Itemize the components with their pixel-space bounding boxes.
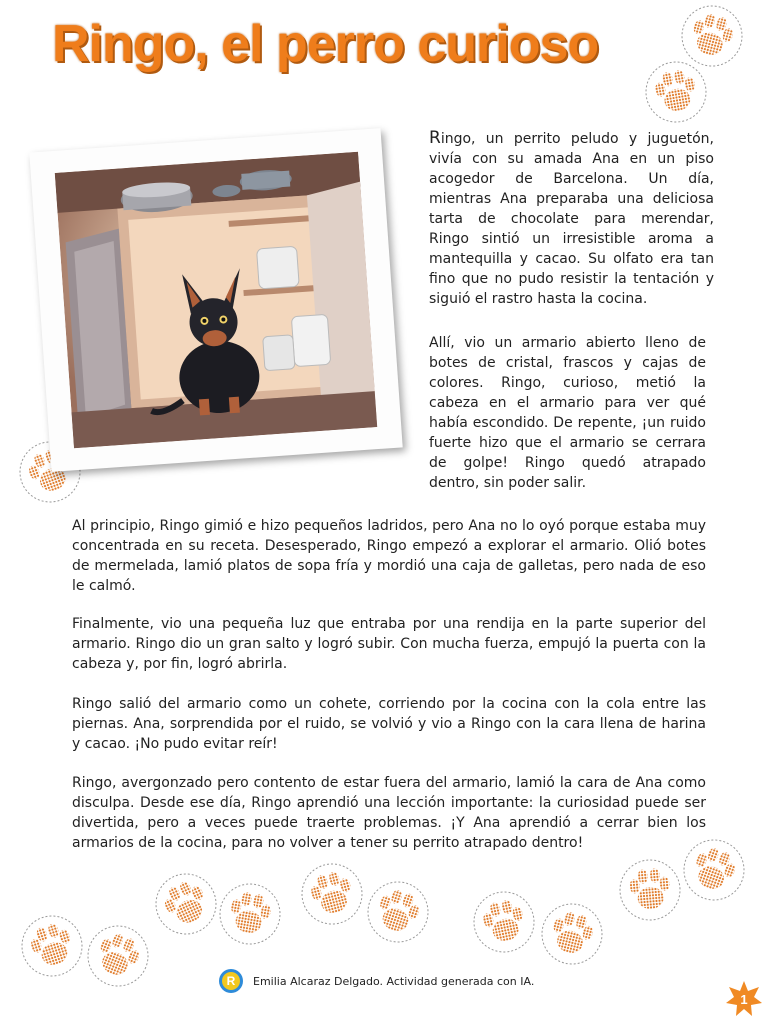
paw-print-icon: [472, 890, 536, 954]
illustration-frame: [29, 128, 402, 472]
paragraph-3: Al principio, Ringo gimió e hizo pequeños ladridos, pero Ana no lo oyó porque estaba muy concentrada en su receta. Desesperado, Ringo empezó a explorar el armario. Olió botes de mermelada, lamió platos de sopa fría y mordió una caja de galletas, pero nada de eso le calmó.: [72, 518, 706, 594]
paragraph-6: Ringo, avergonzado pero contento de estar fuera del armario, lamió la cara de Ana como disculpa. Desde ese día, Ringo aprendió una lección importante: la curiosidad puede ser divertida, pero a veces puede traerte problemas. ¡Y Ana aprendió a cerrar bien los armarios de la cocina, para no volver a tener su perrito atrapado dentro!: [72, 775, 706, 851]
paw-print-icon: [644, 60, 708, 124]
dog-in-cupboard-illustration: [55, 152, 378, 449]
paw-print-icon: [680, 4, 744, 68]
paw-print-icon: [300, 862, 364, 926]
page-title: Ringo, el perro curioso: [52, 15, 599, 73]
page-number: 1: [740, 991, 748, 1007]
paragraph-1-text: ingo, un perrito peludo y juguetón, vivía con su amada Ana en un piso acogedor de Barcelona. Un día, mientras Ana preparaba una deliciosa tarta de chocolate para merendar, Ringo sintió un irresistible aroma a mantequilla y cacao. Su olfato era tan fino que no pudo resistir la tentación y siguió el rastro hasta la cocina.: [429, 131, 714, 307]
paw-print-icon: [218, 882, 282, 946]
drop-cap: R: [429, 128, 441, 148]
logo-letter: R: [222, 972, 240, 990]
paw-print-icon: [366, 880, 430, 944]
paw-print-icon: [154, 872, 218, 936]
footer: [219, 969, 534, 993]
paw-print-icon: [86, 924, 150, 988]
paragraph-2: Allí, vio un armario abierto lleno de botes de cristal, frascos y cajas de colores. Ringo, curioso, metió la cabeza en el armario para ver qué había escondido. De repente, ¡un ruido fuerte hizo que el armario se cerrara de golpe! Ringo quedó atrapado dentro, sin poder salir.: [429, 335, 706, 491]
paragraph-1: [429, 128, 714, 309]
logo-icon: [219, 969, 243, 993]
paw-print-icon: [540, 902, 604, 966]
paragraph-4: Finalmente, vio una pequeña luz que entraba por una rendija en la parte superior del armario. Ringo dio un gran salto y logró subir. Con mucha fuerza, empujó la puerta con la cabeza y, por fin, logró abrirla.: [72, 616, 706, 672]
footer-credit: Emilia Alcaraz Delgado. Actividad generada con IA.: [253, 974, 535, 988]
paw-print-icon: [618, 858, 682, 922]
paragraph-5: Ringo salió del armario como un cohete, corriendo por la cocina con la cola entre las piernas. Ana, sorprendida por el ruido, se volvió y vio a Ringo con la cara llena de harina y cacao. ¡No pudo evitar reír!: [72, 696, 706, 752]
paw-print-icon: [20, 914, 84, 978]
